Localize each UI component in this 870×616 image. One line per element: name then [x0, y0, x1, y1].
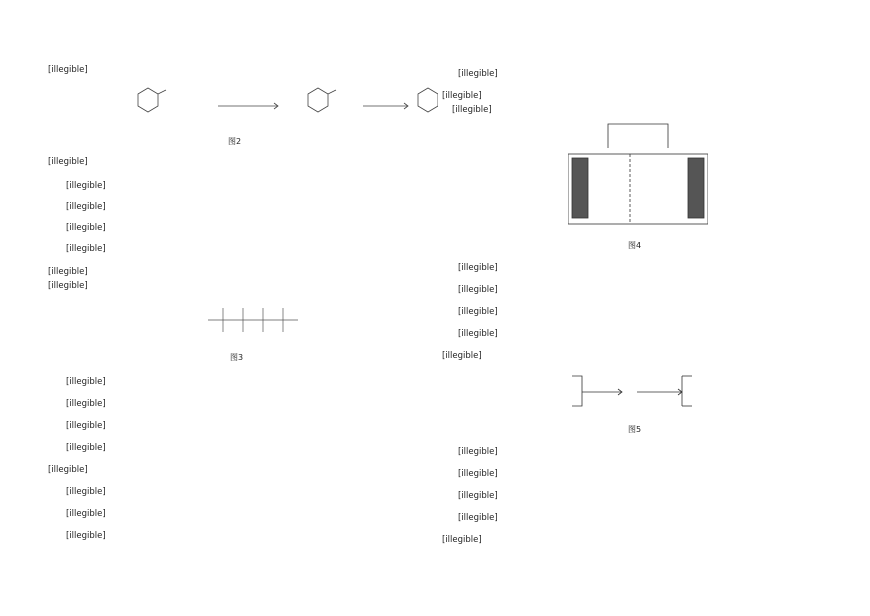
q9-option-d: [illegible]	[458, 329, 498, 339]
q6-option-b: [illegible]	[66, 202, 106, 212]
q10-figure-caption: 图5	[628, 425, 642, 434]
q9-figure-caption: 图4	[628, 241, 642, 250]
q6-lead: [illegible]	[48, 157, 88, 167]
q6-synthesis-figure	[118, 84, 438, 128]
left-column	[48, 0, 448, 616]
q10-option-a: [illegible]	[458, 447, 498, 457]
q9-option-a: [illegible]	[458, 263, 498, 273]
q6-option-a: [illegible]	[66, 181, 106, 191]
q8-stem: [illegible]	[48, 465, 88, 475]
q10-option-b: [illegible]	[458, 469, 498, 479]
q7-stem-line2: [illegible]	[48, 281, 88, 291]
q7-figure-caption: 图3	[230, 353, 244, 362]
q10-conversion-figure	[552, 368, 722, 414]
q10-option-c: [illegible]	[458, 491, 498, 501]
q9-option-c: [illegible]	[458, 307, 498, 317]
q7-option-c: [illegible]	[66, 421, 106, 431]
q6-option-c: [illegible]	[66, 223, 106, 233]
q9-stem-line1: [illegible]	[442, 91, 482, 101]
q11-stem: [illegible]	[442, 535, 482, 545]
q10-option-d: [illegible]	[458, 513, 498, 523]
q9-stem-line2: [illegible]	[452, 105, 492, 115]
q7-molecule-figure	[198, 300, 308, 340]
right-column	[442, 0, 852, 616]
q6-figure-caption: 图2	[228, 137, 242, 146]
q7-option-a: [illegible]	[66, 377, 106, 387]
q8-option-a: [illegible]	[66, 487, 106, 497]
q9-battery-figure	[568, 118, 708, 230]
q9-option-b: [illegible]	[458, 285, 498, 295]
q7-option-d: [illegible]	[66, 443, 106, 453]
q6-option-d: [illegible]	[66, 244, 106, 254]
q8-option-d: [illegible]	[458, 69, 498, 79]
q7-stem-line1: [illegible]	[48, 267, 88, 277]
q7-option-b: [illegible]	[66, 399, 106, 409]
q8-option-b: [illegible]	[66, 509, 106, 519]
q6-stem: [illegible]	[48, 65, 88, 75]
q8-option-c: [illegible]	[66, 531, 106, 541]
q10-stem: [illegible]	[442, 351, 482, 361]
